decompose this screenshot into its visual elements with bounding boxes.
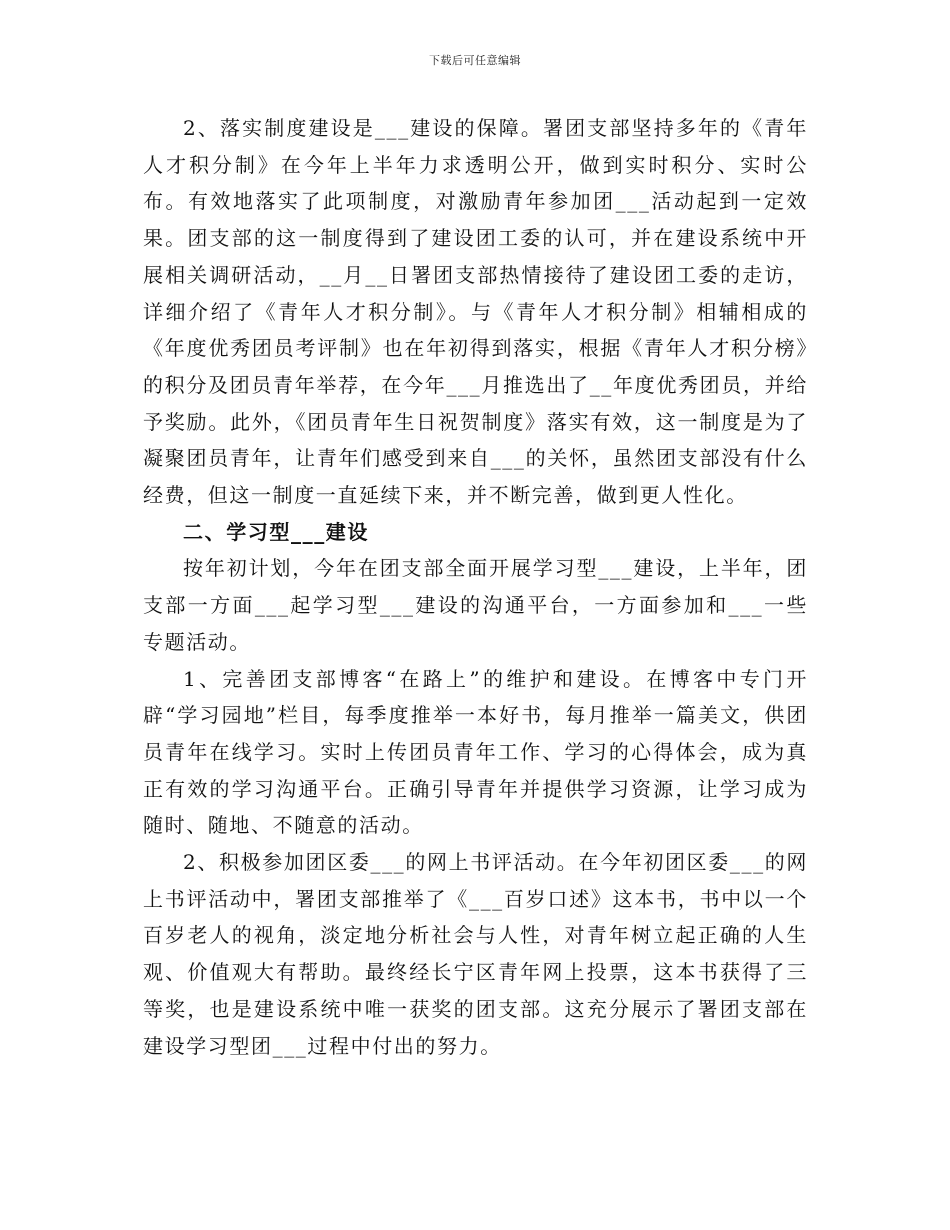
paragraph-annual-plan: 按年初计划，今年在团支部全面开展学习型___建设，上半年，团支部一方面___起学习型___建设的沟通平台，一方面参加和___一些专题活动。 [143,556,808,654]
section-heading-learning: 二、学习型___建设 [183,519,369,544]
paragraph-blog: 1、完善团支部博客“在路上”的维护和建设。在博客中专门开辟“学习园地”栏目，每季度推举一本好书，每月推举一篇美文，供团员青年在线学习。实时上传团员青年工作、学习的心得体会，成为真正有效的学习沟通平台。正确引导青年并提供学习资源，让学习成为随时、随地、不随意的活动。 [143,666,808,838]
paragraph-system-building: 2、落实制度建设是___建设的保障。署团支部坚持多年的《青年人才积分制》在今年上半年力求透明公开，做到实时积分、实时公布。有效地落实了此项制度，对激励青年参加团___活动起到一定效果。团支部的这一制度得到了建设团工委的认可，并在建设系统中开展相关调研活动，__月__日署团支部热情接待了建设团工委的走访，详细介绍了《青年人才积分制》。与《青年人才积分制》相辅相成的《年度优秀团员考评制》也在年初得到落实，根据《青年人才积分榜》的积分及团员青年举荐，在今年___月推选出了__年度优秀团员，并给予奖励。此外，《团员青年生日祝贺制度》落实有效，这一制度是为了凝聚团员青年，让青年们感受到来自___的关怀，虽然团支部没有什么经费，但这一制度一直延续下来，并不断完善，做到更人性化。 [143,116,808,508]
page-header-note: 下载后可任意编辑 [429,54,521,67]
document-body [143,110,808,1064]
paragraph-book-review: 2、积极参加团区委___的网上书评活动。在今年初团区委___的网上书评活动中，署团支部推举了《___百岁口述》这本书，书中以一个百岁老人的视角，淡定地分析社会与人性，对青年树立起正确的人生观、价值观大有帮助。最终经长宁区青年网上投票，这本书获得了三等奖，也是建设系统中唯一获奖的团支部。这充分展示了署团支部在建设学习型团___过程中付出的努力。 [143,850,808,1058]
